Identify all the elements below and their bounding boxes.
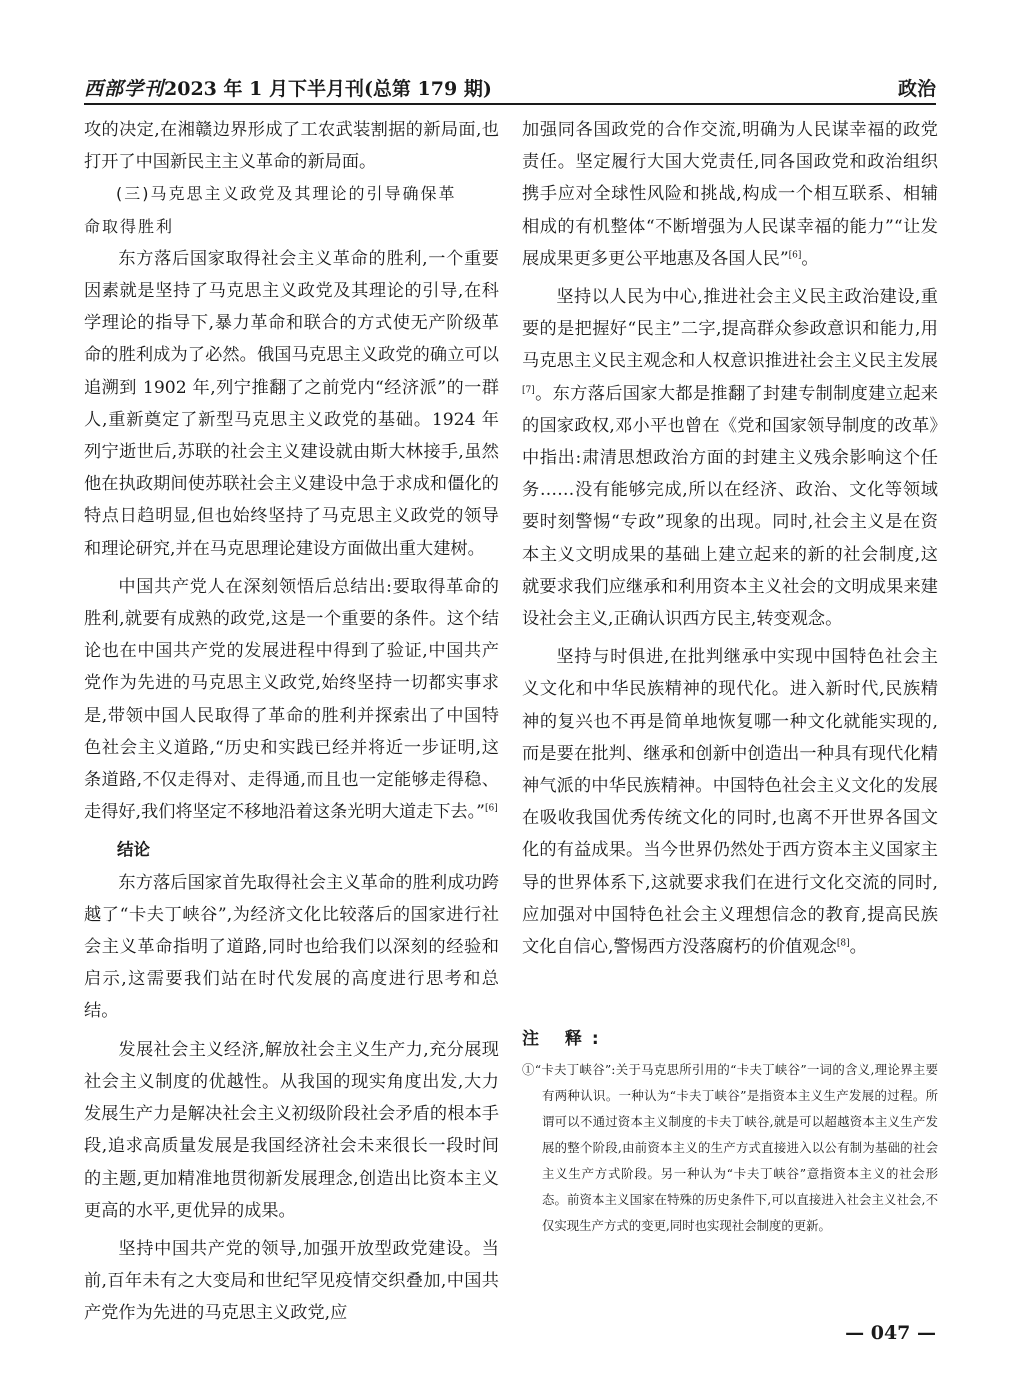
notes-section bbox=[522, 1024, 938, 1239]
conclusion-heading: 结论 bbox=[117, 840, 150, 860]
left-column bbox=[84, 114, 499, 1330]
paragraph bbox=[522, 641, 938, 963]
paragraph: 发展社会主义经济,解放社会主义生产力,充分展现社会主义制度的优越性。从我国的现实角度出发,大力发展生产力是解决社会主义初级阶段社会矛盾的根本手段,追求高质量发展是我国经济社会未来很长一段时间的主题,更加精准地贯彻新发展理念,创造出比资本主义更高的水平,更优异的成果。 bbox=[84, 1039, 499, 1221]
notes-title: 注 释: bbox=[522, 1029, 609, 1049]
paragraph: 攻的决定,在湘赣边界形成了工农武装割据的新局面,也打开了中国新民主主义革命的新局面。 bbox=[84, 120, 499, 173]
citation: [8] bbox=[836, 938, 850, 949]
header-rule bbox=[84, 103, 936, 105]
footnote: ①“卡夫丁峡谷”:关于马克思所引用的“卡夫丁峡谷”一词的含义,理论界主要有两种认识。一种认为“卡夫丁峡谷”是指资本主义生产发展的过程。所谓可以不通过资本主义制度的卡夫丁峡谷,就是可以超越资本主义生产发展的整个阶段,由前资本主义的生产方式直接进入以公有制为基础的社会主义生产方式阶段。另一种认为“卡夫丁峡谷”意指资本主义的社会形态。前资本主义国家在特殊的历史条件下,可以直接进入社会主义社会,不仅实现生产方式的变更,同时也实现社会制度的更新。 bbox=[522, 1062, 938, 1233]
section-heading: (三)马克思主义政党及其理论的引导确保革 bbox=[116, 184, 457, 204]
issue-info: 2023 年 1 月下半月刊(总第 179 期) bbox=[164, 78, 492, 100]
section-label: 政治 bbox=[897, 78, 936, 100]
paragraph-text: 。东方落后国家大都是推翻了封建专制制度建立起来的国家政权,邓小平也曾在《党和国家领导制度的改革》中指出:肃清思想政治方面的封建主义残余影响这个任务……没有能够完成,所以在经济、政治、文化等领域要时刻警惕“专政”现象的出现。同时,社会主义是在资本主义文明成果的基础上建立起来的新的社会制度,这就要求我们应继承和利用资本主义社会的文明成果来建设社会主义,正确认识西方民主,转变观念。 bbox=[522, 383, 938, 630]
paragraph-end: 。 bbox=[801, 248, 819, 269]
citation: [7] bbox=[522, 384, 535, 395]
paragraph-text: 中国共产党人在深刻领悟后总结出:要取得革命的胜利,就要有成熟的政党,这是一个重要的条件。这个结论也在中国共产党的发展进程中得到了验证,中国共产党作为先进的马克思主义政党,始终坚持一切都实事求是,带领中国人民取得了革命的胜利并探索出了中国特色社会主义道路,“历史和实践已经并将近一步证明,这条道路,不仅走得对、走得通,而且也一定能够走得稳、走得好,我们将坚定不移地沿着这条光明大道走下去。” bbox=[84, 576, 499, 823]
paragraph: 坚持中国共产党的领导,加强开放型政党建设。当前,百年未有之大变局和世纪罕见疫情交织叠加,中国共产党作为先进的马克思主义政党,应 bbox=[84, 1238, 499, 1324]
section-heading-cont: 命取得胜利 bbox=[84, 216, 175, 236]
journal-logo: 西部学刊 bbox=[84, 78, 165, 100]
paragraph bbox=[522, 281, 938, 635]
right-column bbox=[522, 114, 938, 963]
citation: [6] bbox=[788, 250, 802, 261]
paragraph: 东方落后国家首先取得社会主义革命的胜利成功跨越了“卡夫丁峡谷”,为经济文化比较落后的国家进行社会主义革命指明了道路,同时也给我们以深刻的经验和启示,这需要我们站在时代发展的高度进行思考和总结。 bbox=[84, 872, 499, 1022]
paragraph bbox=[84, 571, 499, 829]
paragraph bbox=[522, 114, 938, 275]
paragraph-text: 坚持以人民为中心,推进社会主义民主政治建设,重要的是把握好“民主”二字,提高群众参政意识和能力,用马克思主义民主观念和人权意识推进社会主义民主发展 bbox=[522, 287, 938, 372]
paragraph-text: 加强同各国政党的合作交流,明确为人民谋幸福的政党责任。坚定履行大国大党责任,同各国政党和政治组织携手应对全球性风险和挑战,构成一个相互联系、相辅相成的有机整体“不断增强为人民谋幸福的能力”“让发展成果更多更公平地惠及各国人民” bbox=[522, 120, 938, 269]
page-number: — 047 — bbox=[845, 1322, 936, 1344]
citation: [6] bbox=[484, 803, 498, 814]
paragraph-end: 。 bbox=[849, 937, 867, 958]
paragraph-text: 坚持与时俱进,在批判继承中实现中国特色社会主义文化和中华民族精神的现代化。进入新时代,民族精神的复兴也不再是简单地恢复哪一种文化就能实现的,而是要在批判、继承和创新中创造出一种具有现代化精神气派的中华民族精神。中国特色社会主义文化的发展在吸收我国优秀传统文化的同时,也离不开世界各国文化的有益成果。当今世界仍然处于西方资本主义国家主导的世界体系下,这就要求我们在进行文化交流的同时,应加强对中国特色社会主义理想信念的教育,提高民族文化自信心,警惕西方没落腐朽的价值观念 bbox=[522, 647, 938, 958]
page-header bbox=[84, 70, 936, 106]
paragraph: 东方落后国家取得社会主义革命的胜利,一个重要因素就是坚持了马克思主义政党及其理论的引导,在科学理论的指导下,暴力革命和联合的方式使无产阶级革命的胜利成为了必然。俄国马克思主义政党的确立可以追溯到 1902 年,列宁推翻了之前党内“经济派”的一群人,重新奠定了新型马克思主义政党的基础。1924 年列宁逝世后,苏联的社会主义建设就由斯大林接手,虽然他在执政期间使苏联社会主义建设中急于求成和僵化的特点日趋明显,但也始终坚持了马克思主义政党的领导和理论研究,并在马克思理论建设方面做出重大建树。 bbox=[84, 248, 499, 559]
